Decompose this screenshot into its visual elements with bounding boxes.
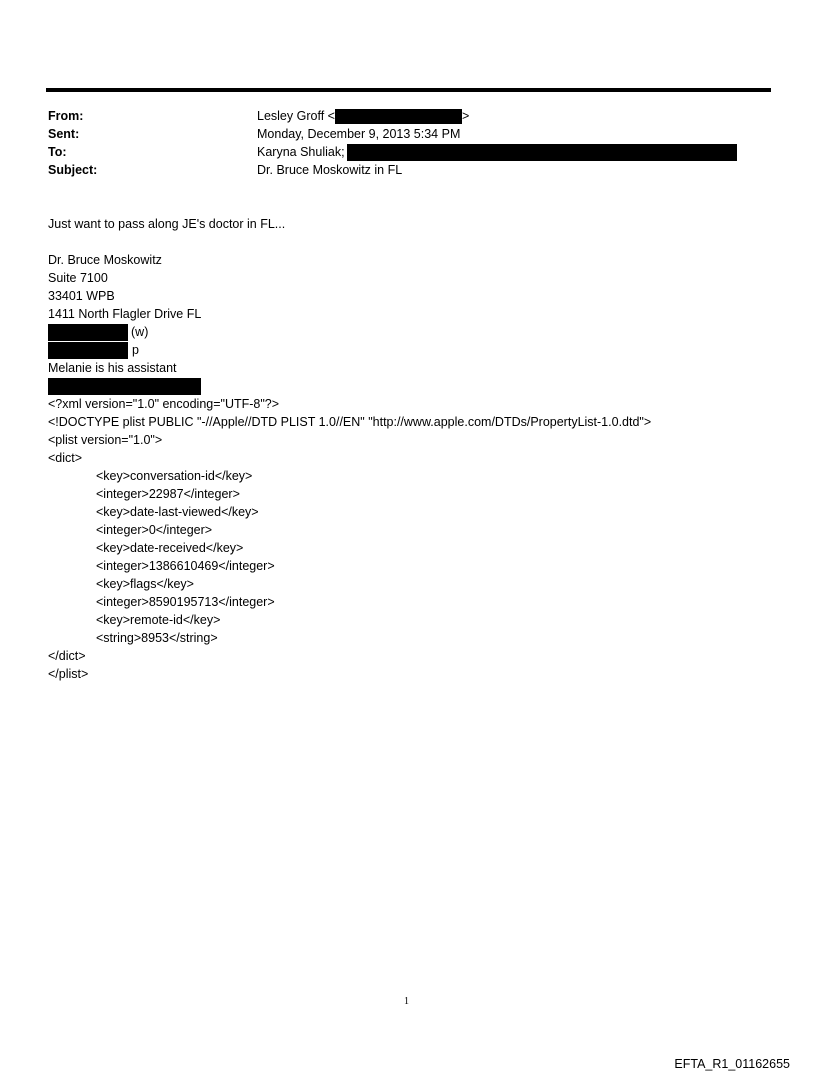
contact-assistant: Melanie is his assistant — [48, 361, 177, 375]
dict-close: </dict> — [48, 649, 86, 663]
to-value — [257, 143, 737, 161]
sent-row — [48, 125, 748, 143]
assistant-contact-redaction — [48, 378, 201, 395]
from-value — [257, 107, 469, 125]
contact-phone-work — [48, 323, 148, 341]
from-email-redaction — [335, 109, 462, 124]
plist-entry: <key>flags</key> — [96, 577, 194, 591]
phone-p-redaction — [48, 342, 128, 359]
contact-suite: Suite 7100 — [48, 271, 108, 285]
phone-p-suffix: p — [132, 343, 139, 357]
plist-entry: <key>date-last-viewed</key> — [96, 505, 259, 519]
plist-xml-declaration: <?xml version="1.0" encoding="UTF-8"?> — [48, 397, 280, 411]
contact-zip-city: 33401 WPB — [48, 289, 115, 303]
sent-value: Monday, December 9, 2013 5:34 PM — [257, 127, 461, 141]
phone-work-redaction — [48, 324, 128, 341]
to-recipient: Karyna Shuliak; — [257, 145, 345, 159]
plist-entry: <key>conversation-id</key> — [96, 469, 253, 483]
plist-entry: <integer>22987</integer> — [96, 487, 240, 501]
plist-entry: <key>remote-id</key> — [96, 613, 221, 627]
subject-value: Dr. Bruce Moskowitz in FL — [257, 163, 403, 177]
sent-label: Sent: — [48, 127, 80, 141]
phone-work-suffix: (w) — [131, 325, 149, 339]
contact-phone-p — [48, 341, 139, 359]
contact-name: Dr. Bruce Moskowitz — [48, 253, 162, 267]
plist-entry: <key>date-received</key> — [96, 541, 244, 555]
plist-open: <plist version="1.0"> — [48, 433, 163, 447]
plist-entry: <integer>0</integer> — [96, 523, 213, 537]
subject-row — [48, 161, 748, 179]
from-name-close: > — [461, 109, 470, 123]
plist-close: </plist> — [48, 667, 89, 681]
plist-entry: <string>8953</string> — [96, 631, 218, 645]
from-name: Lesley Groff < — [257, 109, 335, 123]
document-id: EFTA_R1_01162655 — [674, 1057, 790, 1071]
dict-open: <dict> — [48, 451, 83, 465]
from-label: From: — [48, 109, 84, 123]
assistant-contact — [48, 377, 201, 395]
body-intro: Just want to pass along JE's doctor in FL... — [48, 217, 286, 231]
to-label: To: — [48, 145, 67, 159]
to-row — [48, 143, 748, 161]
to-recipients-redaction — [347, 144, 737, 161]
page-number: 1 — [404, 996, 409, 1007]
header-rule — [46, 88, 771, 92]
plist-entry: <integer>8590195713</integer> — [96, 595, 275, 609]
subject-label: Subject: — [48, 163, 98, 177]
plist-entry: <integer>1386610469</integer> — [96, 559, 275, 573]
from-row — [48, 107, 748, 125]
plist-doctype: <!DOCTYPE plist PUBLIC "-//Apple//DTD PLIST 1.0//EN" "http://www.apple.com/DTDs/PropertyList-1.0.dtd"> — [48, 415, 652, 429]
contact-street: 1411 North Flagler Drive FL — [48, 307, 202, 321]
